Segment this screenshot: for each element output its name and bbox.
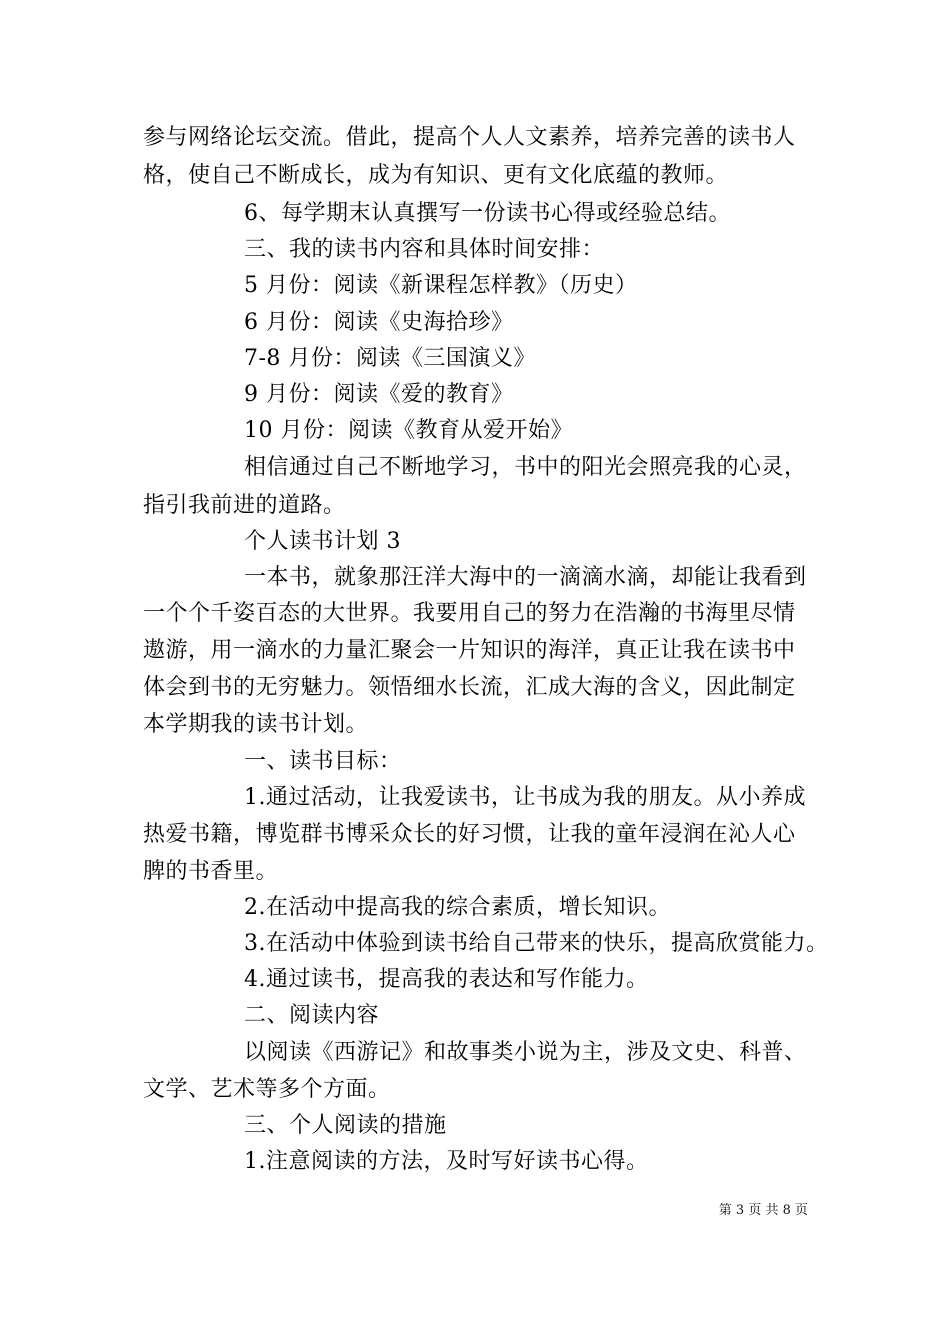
body-line: 一本书，就象那汪洋大海中的一滴滴水滴，却能让我看到 — [244, 565, 807, 590]
body-line: 遨游，用一滴水的力量汇聚会一片知识的海洋，真正让我在读书中 — [143, 638, 796, 663]
section-heading: 三、我的读书内容和具体时间安排： — [244, 237, 605, 262]
section-heading: 二、阅读内容 — [244, 1003, 380, 1028]
list-item: 3.在活动中体验到读书给自己带来的快乐，提高欣赏能力。 — [244, 931, 829, 956]
section-heading: 一、读书目标： — [244, 749, 402, 774]
body-line: 本学期我的读书计划。 — [143, 712, 369, 737]
schedule-item: 10 月份：阅读《教育从爱开始》 — [244, 418, 573, 443]
schedule-item: 9 月份：阅读《爱的教育》 — [244, 382, 514, 407]
body-line: 热爱书籍，博览群书博采众长的好习惯，让我的童年浸润在沁人心 — [143, 822, 796, 847]
section-heading: 三、个人阅读的措施 — [244, 1113, 447, 1138]
body-line: 6、每学期末认真撰写一份读书心得或经验总结。 — [244, 201, 731, 226]
list-item: 2.在活动中提高我的综合素质，增长知识。 — [244, 895, 671, 920]
body-line: 文学、艺术等多个方面。 — [143, 1077, 391, 1102]
body-line: 体会到书的无穷魅力。领悟细水长流，汇成大海的含义，因此制定 — [143, 675, 796, 700]
list-item: 1.通过活动，让我爱读书，让书成为我的朋友。从小养成 — [244, 785, 806, 810]
list-item: 1.注意阅读的方法，及时写好读书心得。 — [244, 1149, 649, 1174]
body-line: 以阅读《西游记》和故事类小说为主，涉及文史、科普、 — [244, 1040, 807, 1065]
section-title: 个人读书计划 3 — [244, 529, 401, 554]
body-line: 脾的书香里。 — [143, 859, 279, 884]
body-line: 格，使自己不断成长，成为有知识、更有文化底蕴的教师。 — [143, 163, 729, 188]
schedule-item: 5 月份：阅读《新课程怎样教》（历史） — [244, 273, 638, 298]
list-item: 4.通过读书，提高我的表达和写作能力。 — [244, 967, 649, 992]
schedule-item: 7-8 月份：阅读《三国演义》 — [244, 346, 536, 371]
body-line: 一个个千姿百态的大世界。我要用自己的努力在浩瀚的书海里尽情 — [143, 601, 796, 626]
page-number-footer: 第 3 页 共 8 页 — [718, 1203, 808, 1218]
body-line: 相信通过自己不断地学习，书中的阳光会照亮我的心灵， — [244, 455, 807, 480]
body-line: 参与网络论坛交流。借此，提高个人人文素养，培养完善的读书人 — [143, 125, 796, 150]
body-line: 指引我前进的道路。 — [143, 493, 346, 518]
schedule-item: 6 月份：阅读《史海拾珍》 — [244, 310, 514, 335]
